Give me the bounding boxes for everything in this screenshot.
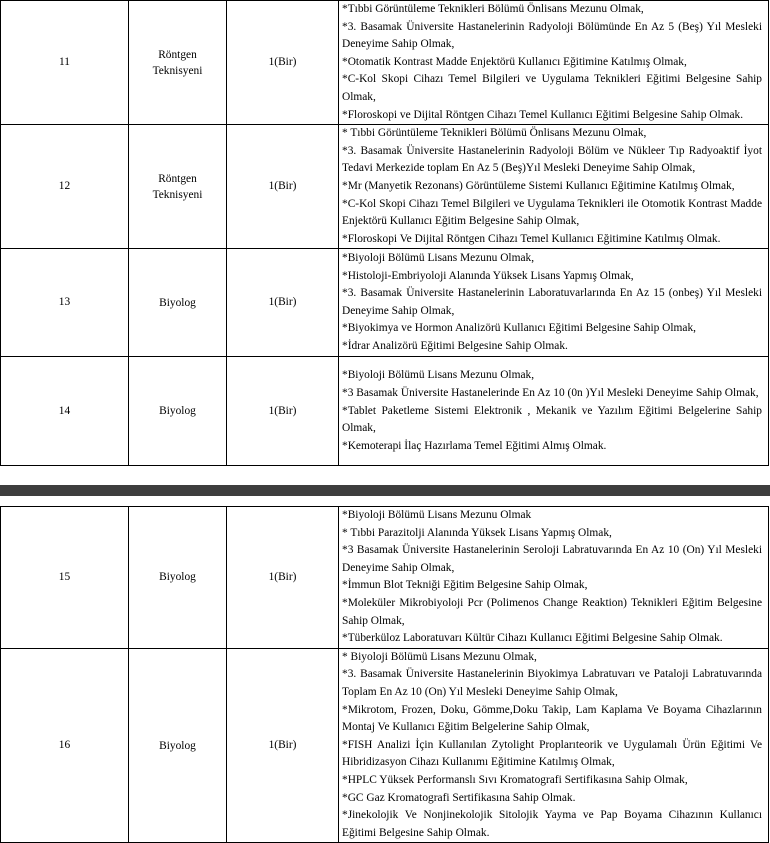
requirement-item: *Biyoloji Bölümü Lisans Mezunu Olmak xyxy=(342,509,532,521)
requirement-item: *FISH Analizi İçin Kullanılan Zytolight Proplarıteorik ve Uygulamalı Ürün Eğitimi Ve Hibridizasyon Cihazı Kullanımı Eğitimine Katılmış Olmak, xyxy=(342,738,762,769)
requirements-cell xyxy=(339,125,769,249)
requirement-item: *3. Basamak Üniversite Hastanelerinin Radyoloji Bölümünde En Az 5 (Beş) Yıl Mesleki Deneyime Sahip Olmak, xyxy=(342,20,762,51)
requirement-item: *HPLC Yüksek Performanslı Sıvı Kromatografi Sertifikasına Sahip Olmak, xyxy=(342,773,688,786)
position-title xyxy=(129,1,227,125)
requirement-item: *Histoloji-Embriyoloji Alanında Yüksek Lisans Yapmış Olmak, xyxy=(342,269,634,282)
row-number: 12 xyxy=(1,125,129,249)
requirement-item: *GC Gaz Kromatografi Sertifikasına Sahip Olmak. xyxy=(342,791,576,804)
position-title xyxy=(129,249,227,357)
position-title-line: Teknisyeni xyxy=(152,64,203,77)
requirement-item: * Biyoloji Bölümü Lisans Mezunu Olmak, xyxy=(342,650,537,663)
position-count: 1(Bir) xyxy=(227,507,339,649)
position-count: 1(Bir) xyxy=(227,1,339,125)
requirement-item: *Kemoterapi İlaç Hazırlama Temel Eğitimi Almış Olmak. xyxy=(342,439,607,452)
requirements-table-bottom-section xyxy=(0,506,770,843)
table-row xyxy=(1,125,769,249)
position-title-line: Röntgen xyxy=(158,172,197,185)
table-row xyxy=(1,507,769,649)
position-title-line: Biyolog xyxy=(159,296,196,309)
position-title-line: Biyolog xyxy=(159,739,196,752)
requirement-item: *İmmun Blot Tekniği Eğitim Belgesine Sahip Olmak, xyxy=(342,579,588,592)
position-title xyxy=(129,357,227,466)
requirement-item: *3. Basamak Üniversite Hastanelerinin Biyokimya Labratuvarı ve Pataloji Labratuvarında Toplam En Az 10 (On) Yıl Mesleki Deneyime Sahip Olmak, xyxy=(342,668,762,698)
position-title-line: Biyolog xyxy=(159,571,196,584)
row-number: 11 xyxy=(1,1,129,125)
position-title-line: Biyolog xyxy=(159,405,196,418)
page-divider xyxy=(0,485,770,496)
requirement-item: *C-Kol Skopi Cihazı Temel Bilgileri ve Uygulama Teknikleri Eğitimi Belgesine Sahip Olmak, xyxy=(342,73,762,103)
position-count: 1(Bir) xyxy=(227,249,339,357)
requirement-item: * Tıbbi Parazitolji Alanında Yüksek Lisans Yapmış Olmak, xyxy=(342,526,612,539)
requirement-item: *3. Basamak Üniversite Hastanelerinin Radyoloji Bölüm ve Nükleer Tıp Radyoaktif İyot Tedavi Merkezide toplam En Az 5 (Beş)Yıl Mesleki Deneyime Sahip Olmak, xyxy=(342,144,762,175)
position-title-line: Teknisyeni xyxy=(152,188,203,201)
requirements-cell xyxy=(339,507,769,649)
requirement-item: *Tablet Paketleme Sistemi Elektronik , Mekanik ve Yazılım Eğitimi Belgelerine Sahip Olmak, xyxy=(342,404,762,435)
requirement-item: *Floroskopi ve Dijital Röntgen Cihazı Temel Kullanıcı Eğitimi Belgesine Sahip Olmak. xyxy=(342,108,744,121)
row-number: 13 xyxy=(1,249,129,357)
requirement-item: *Jinekolojik Ve Nonjinekolojik Sitolojik Yayma ve Pap Boyama Cihazının Kullanıcı Eğitimi Belgesine Sahip Olmak. xyxy=(342,809,762,839)
requirements-cell xyxy=(339,249,769,357)
requirement-item: *Biyoloji Bölümü Lisans Mezunu Olmak, xyxy=(342,252,535,265)
requirement-item: * Tıbbi Görüntüleme Teknikleri Bölümü Önlisans Mezunu Olmak, xyxy=(342,127,647,140)
row-number: 14 xyxy=(1,357,129,466)
requirement-item: *C-Kol Skopi Cihazı Temel Bilgileri ve Uygulama Teknikleri ile Otomotik Kontrast Madde Enjektörü Kullanıcı Eğitim Belgesine Sahip Olmak, xyxy=(342,197,762,228)
requirement-item: *İdrar Analizörü Eğitimi Belgesine Sahip Olmak. xyxy=(342,340,568,352)
position-count: 1(Bir) xyxy=(227,648,339,843)
requirement-item: *3 Basamak Üniversite Hastanelerinin Seroloji Labratuvarında En Az 10 (On) Yıl Mesleki Deneyime Sahip Olmak, xyxy=(342,544,762,574)
requirement-item: *3 Basamak Üniversite Hastanelerinde En Az 10 (0n )Yıl Mesleki Deneyime Sahip Olmak, xyxy=(342,386,759,399)
row-number: 15 xyxy=(1,507,129,649)
position-title xyxy=(129,648,227,843)
requirement-item: *Biyokimya ve Hormon Analizörü Kullanıcı Eğitimi Belgesine Sahip Olmak, xyxy=(342,322,697,335)
position-count: 1(Bir) xyxy=(227,125,339,249)
requirement-item: *Floroskopi Ve Dijital Röntgen Cihazı Temel Kullanıcı Eğitimine Katılmış Olmak. xyxy=(342,232,721,245)
page-gap xyxy=(0,472,770,485)
requirements-table-bottom xyxy=(0,506,769,843)
row-number: 16 xyxy=(1,648,129,843)
requirement-item: *Mikrotom, Frozen, Doku, Gömme,Doku Takip, Lam Kaplama Ve Boyama Cihazlarının Montaj Ve Kullanıcı Eğitim Belgelerine Sahip Olmak, xyxy=(342,703,762,734)
requirements-cell xyxy=(339,1,769,125)
requirements-cell xyxy=(339,648,769,843)
table-row xyxy=(1,357,769,466)
requirements-cell xyxy=(339,357,769,466)
position-title-line: Röntgen xyxy=(158,48,197,61)
position-title xyxy=(129,125,227,249)
position-count: 1(Bir) xyxy=(227,357,339,466)
requirement-item: *Tüberküloz Laboratuvarı Kültür Cihazı Kullanıcı Eğitimi Belgesine Sahip Olmak. xyxy=(342,632,723,645)
requirement-item: *3. Basamak Üniversite Hastanelerinin Laboratuvarlarında En Az 15 (onbeş) Yıl Mesleki Deneyime Sahip Olmak, xyxy=(342,287,762,317)
requirement-item: *Biyoloji Bölümü Lisans Mezunu Olmak, xyxy=(342,369,535,382)
requirement-item: *Moleküler Mikrobiyoloji Pcr (Polimenos Change Reaktion) Teknikleri Eğitim Belgesine Sahip Olmak, xyxy=(342,596,762,627)
requirement-item: *Mr (Manyetik Rezonans) Görüntüleme Sistemi Kullanıcı Eğitimine Katılmış Olmak, xyxy=(342,179,735,192)
requirement-item: *Otomatik Kontrast Madde Enjektörü Kullanıcı Eğitimine Katılmış Olmak, xyxy=(342,55,687,68)
position-title xyxy=(129,507,227,649)
table-row xyxy=(1,249,769,357)
table-row xyxy=(1,1,769,125)
requirement-item: *Tıbbi Görüntüleme Teknikleri Bölümü Önlisans Mezunu Olmak, xyxy=(342,3,644,15)
table-row xyxy=(1,648,769,843)
